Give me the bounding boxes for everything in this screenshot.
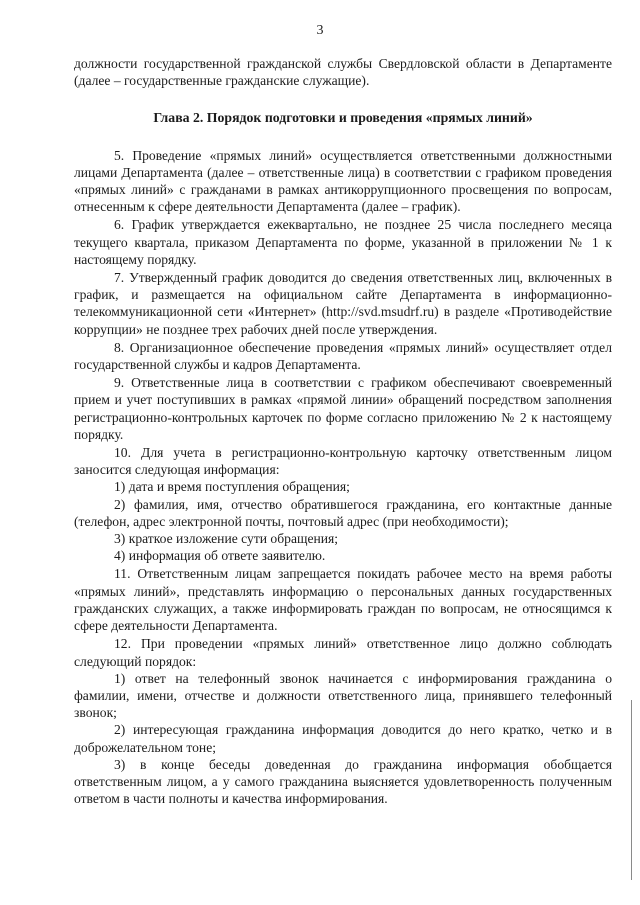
paragraph-12: 12. При проведении «прямых линий» ответственное лицо должно соблюдать следующий порядок: [74, 636, 612, 669]
chapter-title: Глава 2. Порядок подготовки и проведения «прямых линий» [153, 110, 533, 126]
paragraph-7: 7. Утвержденный график доводится до сведения ответственных лиц, включенных в график, и размещается на официальном сайте Департамента в информационно-телекоммуникационной сети «Интернет» (http://svd.msudrf.ru) в разделе «Противодействие коррупции» не позднее трех рабочих дней после утверждения. [74, 270, 612, 337]
paragraph-12-item-1: 1) ответ на телефонный звонок начинается с информирования гражданина о фамилии, имени, отчестве и должности ответственного лица, принявшего телефонный звонок; [74, 670, 612, 721]
paragraph-10-item-1: 1) дата и время поступления обращения; [114, 479, 350, 495]
intro-paragraph: должности государственной гражданской службы Свердловской области в Департаменте (далее – государственные гражданские служащие). [74, 56, 612, 89]
paragraph-10-item-2: 2) фамилия, имя, отчество обратившегося гражданина, его контактные данные (телефон, адрес электронной почты, почтовый адрес (при необходимости); [74, 496, 612, 529]
paragraph-10: 10. Для учета в регистрационно-контрольную карточку ответственным лицом заносится следующая информация: [74, 445, 612, 478]
paragraph-8: 8. Организационное обеспечение проведения «прямых линий» осуществляет отдел государственной службы и кадров Департамента. [74, 339, 612, 373]
paragraph-6: 6. График утверждается ежеквартально, не позднее 25 числа последнего месяца текущего квартала, приказом Департамента по форме, указанной в приложении № 1 к настоящему порядку. [74, 217, 612, 267]
paragraph-12-item-2: 2) интересующая гражданина информация доводится до него кратко, четко и в доброжелательном тоне; [74, 722, 612, 755]
paragraph-5: 5. Проведение «прямых линий» осуществляется ответственными должностными лицами Департамента (далее – ответственные лица) в соответствии с графиком проведения «прямых линий» с гражданами в рамках антикоррупционного просвещения по вопросам, отнесенным к сфере деятельности Департамента (далее – график). [74, 147, 612, 215]
scan-edge-line [631, 700, 632, 880]
page-number: 3 [316, 23, 324, 38]
paragraph-9: 9. Ответственные лица в соответствии с графиком обеспечивают своевременный прием и учет поступивших в рамках «прямой линии» обращений посредством заполнения регистрационно-контрольных карточек по форме согласно приложению № 2 к настоящему порядку. [74, 375, 612, 442]
paragraph-10-item-3: 3) краткое изложение сути обращения; [114, 531, 339, 547]
paragraph-12-item-3: 3) в конце беседы доведенная до гражданина информация обобщается ответственным лицом, а у самого гражданина выясняется удовлетворенность полученным ответом в части полноты и качества информирования. [74, 756, 612, 807]
document-body [74, 55, 612, 807]
paragraph-11: 11. Ответственным лицам запрещается покидать рабочее место на время работы «прямых линий», представлять информацию о персональных данных государственных гражданских служащих, а также информировать граждан по вопросам, не относящимся к сфере деятельности Департамента. [74, 566, 612, 634]
paragraph-10-item-4: 4) информация об ответе заявителю. [114, 548, 326, 564]
